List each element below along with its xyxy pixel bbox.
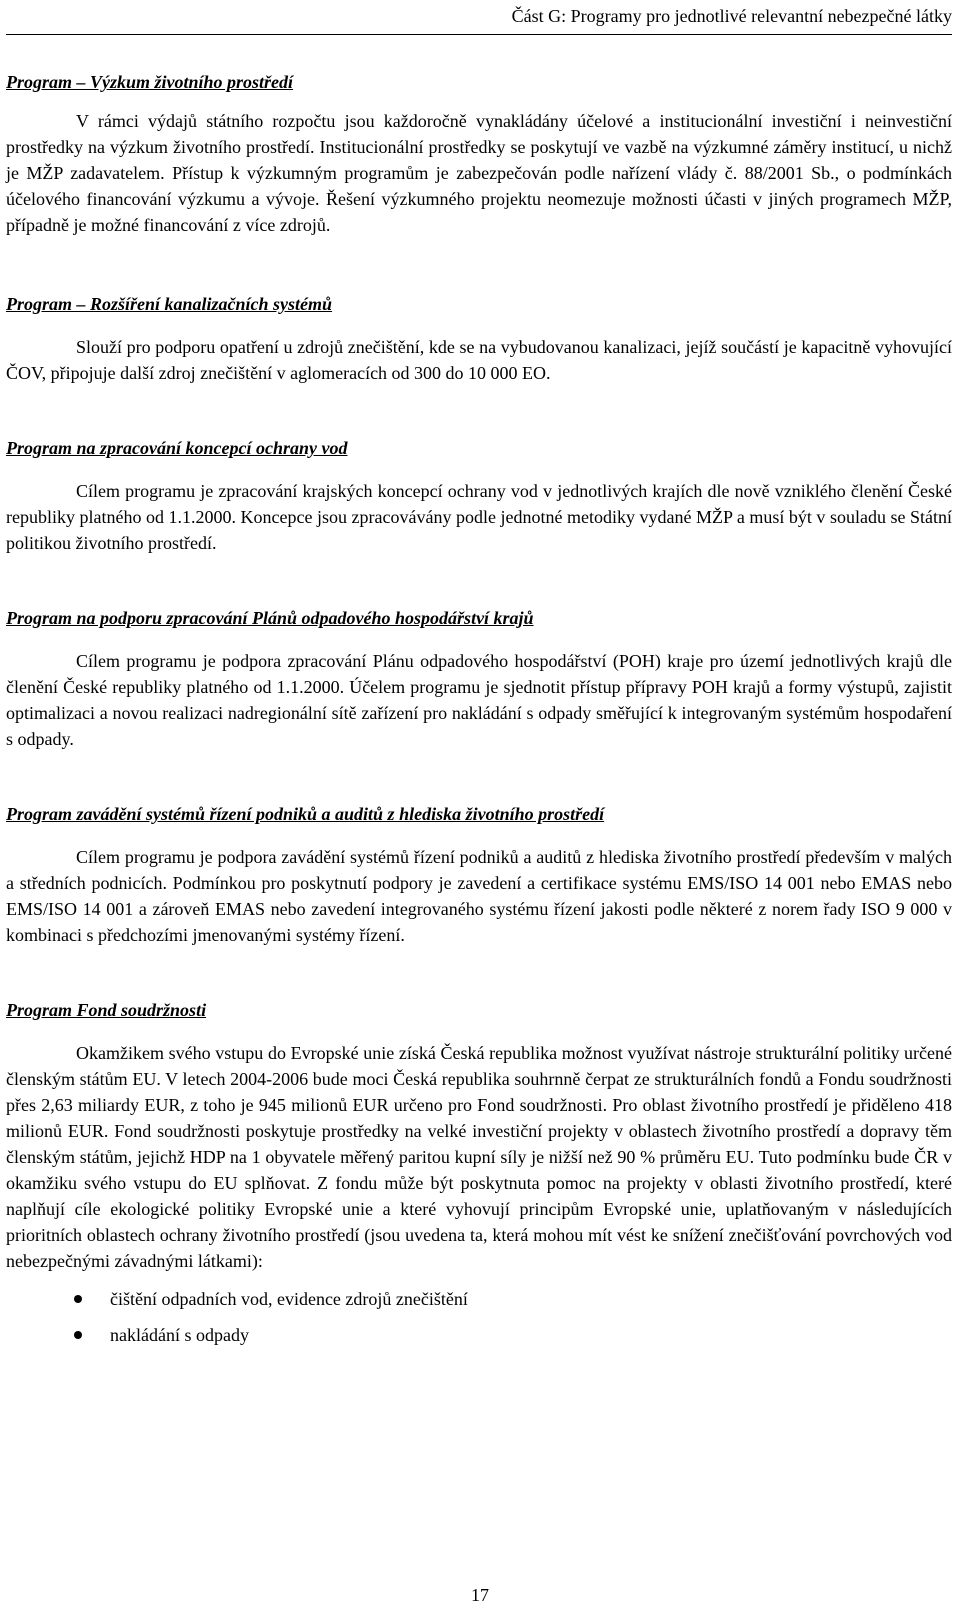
- list-item: [6, 1322, 952, 1348]
- bullet-icon: [74, 1331, 82, 1339]
- section-title: Program Fond soudržnosti: [6, 1000, 207, 1020]
- section-kanalizace: [6, 292, 952, 386]
- section-paragraph: Okamžikem svého vstupu do Evropské unie získá Česká republika možnost využívat nástroje strukturální politiky určené členským státům EU. V letech 2004-2006 bude moci Česká republika souhrnně čerpat ze strukturálních fondů a Fondu soudržnosti přes 2,63 miliardy EUR, z toho je 945 milionů EUR určeno pro Fond soudržnosti. Pro oblast životního prostředí je přiděleno 418 milionů EUR. Fond soudržnosti poskytuje prostředky na velké investiční projekty v oblastech životního prostředí a dopravy těm členským státům, jejichž HDP na 1 obyvatele měřený paritou kupní síly je nižší než 90 % průměru EU. Tuto podmínku bude ČR v okamžiku svého vstupu do EU splňovat. Z fondu může být poskytnuta pomoc na projekty v oblasti životního prostředí, které naplňují cíle ekologické politiky Evropské unie a které vyhovují principům Evropské unie, uplatňovaným v následujících prioritních oblastech ochrany životního prostředí (jsou uvedena ta, která mohou mít vést ke snížení znečišťování povrchových vod nebezpečnými závadnými látkami):: [6, 1043, 952, 1271]
- list-item-text: čištění odpadních vod, evidence zdrojů znečištění: [110, 1289, 468, 1309]
- section-vyzkum: [6, 70, 952, 238]
- header-title: Část G: Programy pro jednotlivé relevantní nebezpečné látky: [511, 6, 952, 26]
- document-body: [6, 70, 952, 1358]
- section-title: Program – Rozšíření kanalizačních systémů: [6, 294, 333, 314]
- section-paragraph: Cílem programu je podpora zavádění systémů řízení podniků a auditů z hlediska životního prostředí především v malých a středních podnicích. Podmínkou pro poskytnutí podpory je zavedení a certifikace systému EMS/ISO 14 001 nebo EMAS nebo EMS/ISO 14 001 a zároveň EMAS nebo zavedení integrovaného systému řízení jakosti podle některé z norem řady ISO 9 000 v kombinaci s předchozími jmenovanými systémy řízení.: [6, 847, 952, 945]
- section-title: Program na zpracování koncepcí ochrany vod: [6, 438, 348, 458]
- section-paragraph: Cílem programu je podpora zpracování Plánu odpadového hospodářství (POH) kraje pro území jednotlivých krajů dle členění České republiky platného od 1.1.2000. Účelem programu je sjednotit přístup přípravy POH krajů a formy výstupů, zajistit optimalizaci a novou realizaci nadregionální sítě zařízení pro nakládání s odpady směřující k integrovaným systémům hospodaření s odpady.: [6, 651, 952, 749]
- section-title: Program – Výzkum životního prostředí: [6, 72, 294, 92]
- section-paragraph: V rámci výdajů státního rozpočtu jsou každoročně vynakládány účelové a institucionální investiční i neinvestiční prostředky na výzkum životního prostředí. Institucionální prostředky se poskytují ve vazbě na výzkumné záměry institucí, u nichž je MŽP zadavatelem. Přístup k výzkumným programům je zabezpečován podle nařízení vlády č. 88/2001 Sb., o podmínkách účelového financování výzkumu a vývoje. Řešení výzkumného projektu neomezuje možnosti účasti v jiných programech MŽP, případně je možné financování z více zdrojů.: [6, 111, 952, 235]
- bullet-icon: [74, 1295, 82, 1303]
- section-paragraph: Cílem programu je zpracování krajských koncepcí ochrany vod v jednotlivých krajích dle nově vzniklého členění České republiky platného od 1.1.2000. Koncepce jsou zpracovávány podle jednotné metodiky vydané MŽP a musí být v souladu se Státní politikou životního prostředí.: [6, 481, 952, 553]
- page-header: [6, 4, 952, 35]
- bullet-list: [6, 1286, 952, 1348]
- section-paragraph: Slouží pro podporu opatření u zdrojů znečištění, kde se na vybudovanou kanalizaci, jejíž součástí je kapacitně vyhovující ČOV, připojuje další zdroj znečištění v aglomeracích od 300 do 10 000 EO.: [6, 337, 952, 383]
- list-item: [6, 1286, 952, 1312]
- section-ems: [6, 802, 952, 948]
- list-item-text: nakládání s odpady: [110, 1325, 249, 1345]
- section-title: Program zavádění systémů řízení podniků a auditů z hlediska životního prostředí: [6, 804, 605, 824]
- section-poh: [6, 606, 952, 752]
- page-number: 17: [471, 1585, 489, 1605]
- section-title: Program na podporu zpracování Plánů odpadového hospodářství krajů: [6, 608, 534, 628]
- section-koncepce: [6, 436, 952, 556]
- section-fond-soudrznosti: [6, 998, 952, 1348]
